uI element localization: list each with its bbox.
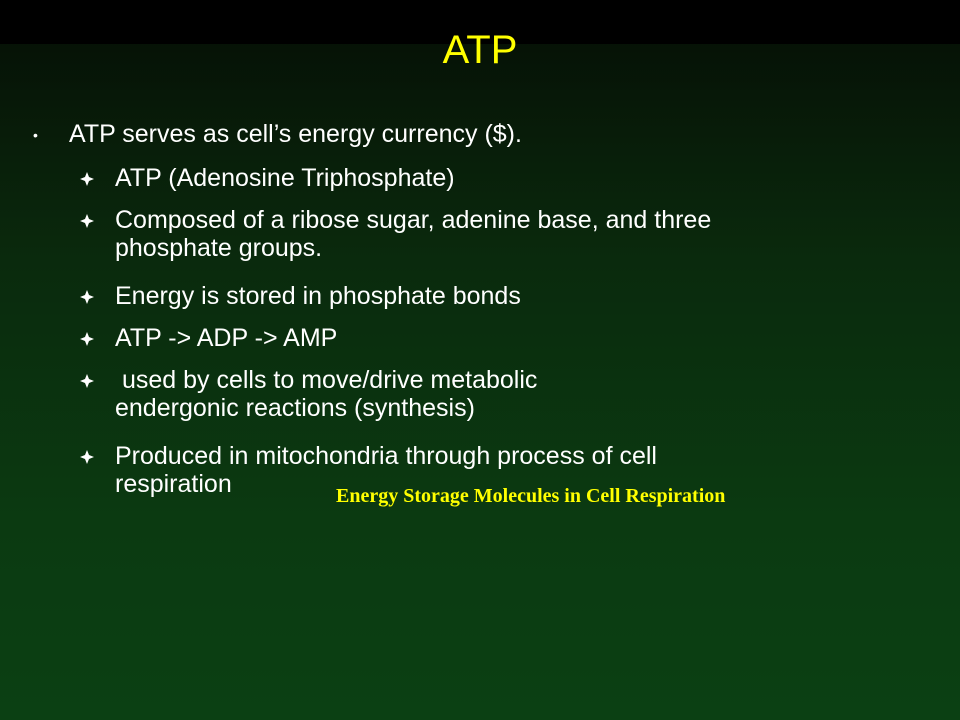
diamond-bullet-icon — [80, 332, 94, 346]
diamond-bullet-icon — [80, 374, 94, 388]
sub-bullet-item — [80, 206, 770, 262]
sub-bullet-item — [80, 366, 640, 422]
sub-bullet-text: Composed of a ribose sugar, adenine base, and three phosphate groups. — [115, 206, 712, 262]
dot-bullet-icon: • — [33, 127, 38, 143]
sub-bullet-text: Energy is stored in phosphate bonds — [115, 282, 521, 310]
sub-bullet-text: ATP (Adenosine Triphosphate) — [115, 164, 455, 192]
diamond-bullet-icon — [80, 172, 94, 186]
sub-bullet-text: used by cells to move/drive metabolic endergonic reactions (synthesis) — [115, 366, 545, 422]
sub-bullet-item — [80, 324, 770, 352]
sub-bullet-item — [80, 164, 770, 192]
image-caption: Energy Storage Molecules in Cell Respiration — [336, 485, 726, 507]
diamond-bullet-icon — [80, 290, 94, 304]
main-bullet-text: ATP serves as cell’s energy currency ($). — [69, 120, 522, 148]
diamond-bullet-icon — [80, 214, 94, 228]
sub-bullet-text: ATP -> ADP -> AMP — [115, 324, 338, 352]
sub-bullet-item — [80, 282, 770, 310]
sub-bullet-text: Produced in mitochondria through process of cell respiration — [115, 442, 657, 498]
slide-title: ATP — [442, 28, 518, 72]
diamond-bullet-icon — [80, 450, 94, 464]
